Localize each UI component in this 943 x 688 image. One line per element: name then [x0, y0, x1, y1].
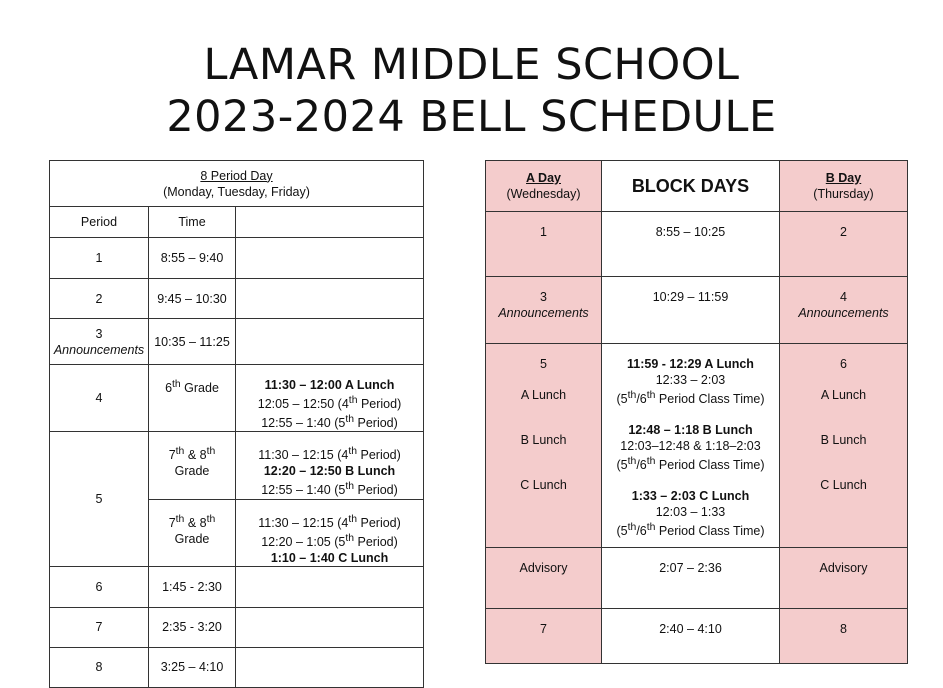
table-row — [486, 161, 908, 212]
table-row — [486, 548, 908, 609]
table-row — [50, 207, 424, 238]
lunch-line: (5th/6th Period Class Time) — [616, 390, 765, 407]
block-days-title: BLOCK DAYS — [602, 161, 780, 212]
lunch-cell — [236, 365, 424, 432]
col-time-header: Time — [149, 207, 236, 238]
b-day-label: B Day — [825, 171, 862, 185]
lunch-line: 12:33 – 2:03 — [655, 373, 726, 387]
a-day-period: Advisory — [486, 548, 602, 609]
period-cell: 1 — [50, 238, 149, 279]
b-day-header — [780, 161, 908, 212]
col-blank-header — [236, 207, 424, 238]
grade-6-label: 6th Grade — [165, 379, 219, 396]
a-day-period — [486, 277, 602, 344]
grade-cell — [149, 499, 236, 566]
table-row — [486, 277, 908, 344]
lunch-label: B Lunch — [820, 433, 867, 447]
grade-label: 7th & 8th — [168, 446, 216, 463]
grade-label: 7th & 8th — [168, 513, 216, 530]
time-cell: 10:35 – 11:25 — [149, 319, 236, 365]
table-row — [50, 161, 424, 207]
lunch-line: (5th/6th Period Class Time) — [616, 522, 765, 539]
table-row — [50, 279, 424, 319]
a-day-period: 7 — [486, 609, 602, 664]
period-cell: 4 — [50, 365, 149, 432]
period-number: 5 — [540, 357, 547, 371]
eight-period-header — [50, 161, 424, 207]
lunch-line: 12:20 – 12:50 B Lunch — [263, 464, 396, 479]
table-row — [50, 319, 424, 365]
period-cell: 6 — [50, 566, 149, 607]
table-row — [50, 647, 424, 687]
lunch-label: A Lunch — [820, 388, 867, 402]
lunch-line: 12:20 – 1:05 (5th Period) — [261, 532, 398, 549]
period-cell: 8 — [50, 647, 149, 687]
time-cell: 1:45 - 2:30 — [149, 566, 236, 607]
grade-cell — [149, 365, 236, 432]
lunch-line: 11:59 - 12:29 A Lunch — [627, 357, 754, 371]
lunch-line: 11:30 – 12:15 (4th Period) — [258, 513, 401, 530]
period-number: 3 — [540, 290, 547, 304]
period-number: 6 — [840, 357, 847, 371]
period-note: Announcements — [53, 342, 145, 357]
eight-period-days: (Monday, Tuesday, Friday) — [163, 184, 310, 199]
lunch-label: C Lunch — [520, 478, 567, 492]
lunch-line: 12:55 – 1:40 (5th Period) — [261, 414, 398, 431]
lunch-line: 12:48 – 1:18 B Lunch — [628, 423, 753, 438]
period-cell — [50, 319, 149, 365]
table-row — [50, 365, 424, 432]
table-row — [50, 607, 424, 647]
lunch-line: 1:10 – 1:40 C Lunch — [270, 550, 389, 565]
block-time: 2:07 – 2:36 — [602, 548, 780, 609]
eight-period-label: 8 Period Day — [200, 168, 273, 183]
block-time: 8:55 – 10:25 — [602, 212, 780, 277]
lunch-line: 12:05 – 12:50 (4th Period) — [257, 395, 402, 412]
lunch-line: 12:03 – 1:33 — [655, 505, 726, 520]
block-time: 2:40 – 4:10 — [602, 609, 780, 664]
lunch-cell — [236, 432, 424, 499]
a-day-sub: (Wednesday) — [506, 187, 581, 201]
lunch-line: 11:30 – 12:00 A Lunch — [264, 378, 395, 392]
lunch-line: 1:33 – 2:03 C Lunch — [631, 489, 750, 504]
period-cell: 7 — [50, 607, 149, 647]
time-cell: 3:25 – 4:10 — [149, 647, 236, 687]
lunch-label: B Lunch — [520, 433, 567, 447]
b-day-period — [780, 277, 908, 344]
lunch-line: (5th/6th Period Class Time) — [616, 456, 765, 473]
b-day-period: 8 — [780, 609, 908, 664]
col-period-header: Period — [50, 207, 149, 238]
eight-period-table — [49, 160, 424, 688]
schedule-title: 2023-2024 BELL SCHEDULE — [166, 92, 777, 142]
b-day-period — [780, 344, 908, 548]
grade-label: Grade — [174, 531, 210, 546]
table-row — [486, 344, 908, 548]
a-day-period: 1 — [486, 212, 602, 277]
period-cell: 5 — [50, 432, 149, 567]
time-cell: 2:35 - 3:20 — [149, 607, 236, 647]
period-cell: 2 — [50, 279, 149, 319]
a-day-header — [486, 161, 602, 212]
period-note: Announcements — [798, 306, 889, 320]
time-cell: 9:45 – 10:30 — [149, 279, 236, 319]
period-number: 4 — [840, 290, 847, 304]
table-row — [486, 609, 908, 664]
grade-label: Grade — [174, 464, 210, 479]
lunch-line: 12:55 – 1:40 (5th Period) — [261, 481, 398, 498]
table-row — [486, 212, 908, 277]
b-day-sub: (Thursday) — [813, 187, 874, 201]
lunch-cell — [236, 499, 424, 566]
table-row — [50, 238, 424, 279]
lunch-line: 11:30 – 12:15 (4th Period) — [258, 446, 401, 463]
period-number: 3 — [95, 326, 103, 341]
period-note: Announcements — [498, 306, 589, 320]
lunch-line: 12:03–12:48 & 1:18–2:03 — [620, 439, 761, 454]
a-day-period — [486, 344, 602, 548]
b-day-period: Advisory — [780, 548, 908, 609]
school-name: LAMAR MIDDLE SCHOOL — [203, 40, 740, 90]
table-row — [50, 566, 424, 607]
block-days-table — [485, 160, 908, 664]
grade-cell — [149, 432, 236, 499]
block-time: 10:29 – 11:59 — [602, 277, 780, 344]
b-day-period: 2 — [780, 212, 908, 277]
a-day-label: A Day — [526, 171, 561, 185]
lunch-label: A Lunch — [520, 388, 567, 402]
table-row — [50, 432, 424, 499]
lunch-label: C Lunch — [820, 478, 867, 492]
time-cell: 8:55 – 9:40 — [149, 238, 236, 279]
block-lunch-cell — [602, 344, 780, 548]
